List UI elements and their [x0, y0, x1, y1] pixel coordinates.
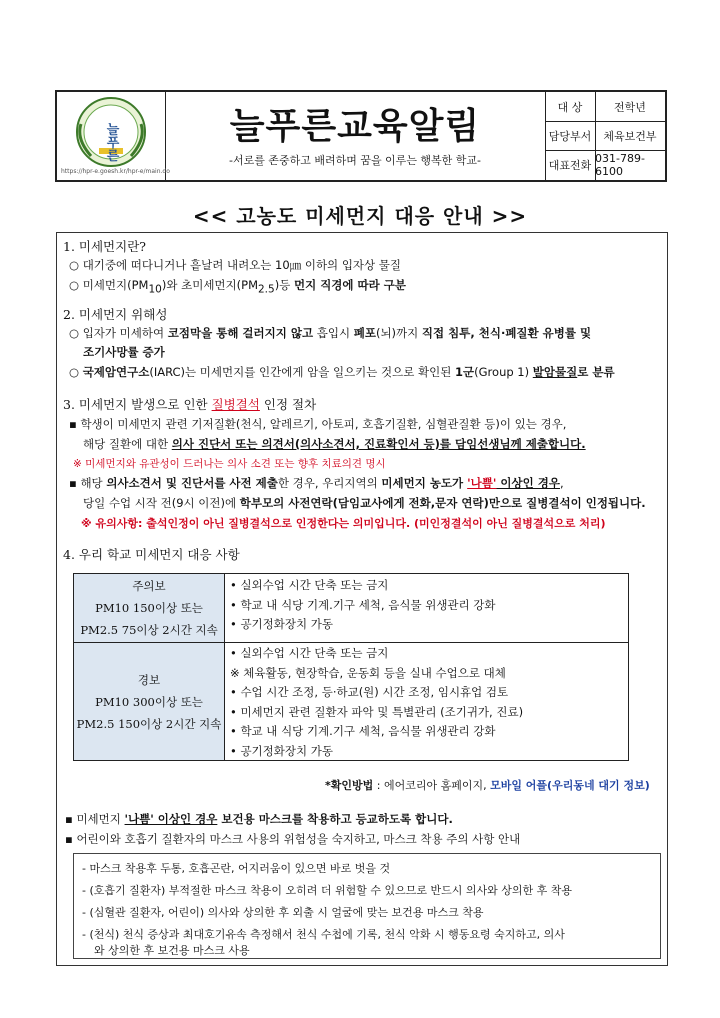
emphasis: 이상인 경우: [496, 476, 560, 490]
section-3-note: ※ 미세먼지와 유관성이 드러나는 의사 소견 또는 향후 치료의견 명시: [73, 458, 386, 470]
warning-actions-cell: [224, 644, 628, 760]
section-3-line-5: [83, 495, 646, 511]
action-item: ※ 체육활동, 현장학습, 운동회 등을 실내 수업으로 대체: [230, 665, 506, 680]
caution-item: - 마스크 착용후 두통, 호흡곤란, 어지러움이 있으면 바로 벗을 것: [82, 862, 391, 875]
section-3-heading: [63, 395, 316, 413]
text: ▪ 해당: [69, 476, 107, 490]
school-logo-cell: [57, 92, 170, 180]
pm25-threshold: PM2.5 75이상 2시간 지속: [80, 623, 218, 637]
info-table: [545, 92, 665, 180]
text: ○ 미세먼지(PM: [69, 278, 149, 292]
caution-item: - (천식) 천식 증상과 최대호기유속 측정해서 천식 수첩에 기록, 천식 악화 시 행동요령 숙지하고, 의사: [82, 928, 565, 941]
text: 흡입시: [313, 326, 354, 340]
action-item: • 수업 시간 조정, 등·하교(원) 시간 조정, 임시휴업 검토: [230, 685, 509, 699]
pm10-threshold: PM10 150이상 또는: [95, 601, 203, 615]
section-3-line-1: ▪ 학생이 미세먼지 관련 기저질환(천식, 알레르기, 아토피, 호흡기질환, 심혈관질환 등)이 있는 경우,: [69, 417, 567, 431]
emphasis: 학부모의 사전연락(담임교사에게 전화,문자 연락)만으로 질병결석이 인정됩니다.: [239, 496, 646, 510]
emphasis: 1군: [455, 365, 475, 379]
subscript: 10: [148, 283, 162, 296]
info-value: 전학년: [614, 100, 646, 114]
advisory-actions-cell: [224, 576, 628, 643]
info-value: 031-789-6100: [595, 152, 645, 178]
response-table: [73, 573, 629, 761]
section-1-heading: 1. 미세먼지란?: [63, 239, 146, 254]
emphasis: 국제암연구소: [82, 365, 150, 379]
info-row-department: [545, 121, 665, 151]
section-4-heading: 4. 우리 학교 미세먼지 대응 사항: [63, 547, 240, 562]
school-slogan: -서로를 존중하고 배려하며 꿈을 이루는 행복한 학교-: [228, 154, 482, 167]
text: : 에어코리아 홈페이지,: [373, 779, 491, 792]
school-logo-icon: [61, 94, 161, 170]
caution-item: - (심혈관 질환자, 어린이) 의사와 상의한 후 외출 시 얼굴에 맞는 보건용 마스크 착용: [82, 906, 484, 919]
info-key: 대표전화: [545, 150, 596, 180]
action-item: • 학교 내 식당 기계.기구 세척, 음식물 위생관리 강화: [230, 724, 496, 738]
emphasis: 의사소견서 및 진단서를 사전 제출: [106, 476, 278, 490]
pm25-threshold: PM2.5 150이상 2시간 지속: [76, 716, 222, 731]
emphasis: '나쁨': [467, 476, 497, 490]
section-2-line-1: [69, 325, 591, 341]
section-2-line-2: 조기사망률 증가: [83, 345, 165, 359]
action-item: • 공기정화장치 가동: [230, 617, 333, 631]
text: )와 초미세먼지(PM: [161, 278, 258, 292]
warning-level-cell: [74, 643, 225, 760]
title-cell: [165, 92, 546, 180]
text: (IARC)는 미세먼지를 인간에게 암을 일으키는 것으로 확인된: [149, 365, 456, 379]
text: ○ 입자가 미세하여: [69, 326, 168, 340]
level-name: 주의보: [132, 579, 166, 593]
emphasis: 직접 침투, 천식·폐질환 유병률 및: [421, 326, 592, 340]
section-2-heading: 2. 미세먼지 위해성: [63, 307, 168, 322]
action-item: • 학교 내 식당 기계.기구 세척, 음식물 위생관리 강화: [230, 597, 496, 612]
svg-text:늘푸른: 늘푸른: [103, 122, 119, 162]
emphasis: 의사 진단서 또는 의견서(의사소견서, 진료확인서 등)를 담임선생님께 제출합니다.: [171, 437, 586, 451]
action-item: • 미세먼지 관련 질환자 파악 및 특별관리 (조기귀가, 진료): [230, 704, 524, 719]
emphasis: 발암물질: [532, 365, 578, 379]
text: ▪ 미세먼지: [65, 812, 125, 826]
text: 해당 질환에 대한: [83, 437, 172, 451]
text: 인정 절차: [259, 397, 317, 412]
emphasis: '나쁨' 이상인 경우: [124, 812, 218, 826]
emphasis: 폐포: [353, 326, 376, 340]
text: (뇌)까지: [375, 326, 422, 340]
section-1-line-1: ○ 대기중에 떠다니거나 흩날려 내려오는 10㎛ 이하의 입자상 물질: [69, 258, 402, 272]
emphasis: 코점막을 통해 걸러지지 않고: [167, 326, 314, 340]
advisory-level-cell: [74, 574, 225, 643]
section-3-caution: ※ 유의사항: 출석인정이 아닌 질병결석으로 인정한다는 의미입니다. (미인정결석이 아닌 질병결석으로 처리): [81, 517, 606, 530]
caution-item: 와 상의한 후 보건용 마스크 사용: [94, 944, 250, 957]
text: 로 분류: [577, 365, 615, 379]
info-key: 대 상: [545, 92, 596, 121]
info-row-target: [545, 92, 665, 122]
text: 3. 미세먼지 발생으로 인한: [63, 397, 212, 412]
info-key: 담당부서: [545, 121, 596, 150]
mask-notice-2: ▪ 어린이와 호흡기 질환자의 마스크 사용의 위험성을 숙지하고, 마스크 착용 주의 사항 안내: [65, 832, 521, 846]
label: *확인방법: [325, 779, 374, 792]
caution-item: - (호흡기 질환자) 부적절한 마스크 착용이 오히려 더 위험할 수 있으므로 반드시 의사와 상의한 후 착용: [82, 884, 573, 897]
level-name: 경보: [137, 672, 161, 687]
action-item: • 실외수업 시간 단축 또는 금지: [230, 646, 389, 660]
emphasis: 먼지 직경에 따라 구분: [293, 278, 406, 292]
subscript: 2.5: [258, 283, 275, 296]
section-1-line-2: [69, 277, 406, 295]
mask-notice-1: [65, 811, 453, 827]
pm10-threshold: PM10 300이상 또는: [95, 694, 203, 709]
document-title: << 고농도 미세먼지 대응 안내 >>: [192, 204, 528, 228]
text: 한 경우, 우리지역의: [277, 476, 382, 490]
emphasis: 질병결석: [211, 397, 260, 412]
info-row-phone: [545, 150, 665, 180]
text: 당일 수업 시작 전(9시 이전)에: [83, 496, 240, 510]
newsletter-title: 늘푸른교육알림: [229, 106, 481, 147]
mask-caution-box: [73, 853, 661, 959]
text: )등: [274, 278, 294, 292]
action-item: • 공기정화장치 가동: [230, 743, 333, 758]
info-value: 체육보건부: [603, 129, 657, 143]
newsletter-header: [55, 90, 667, 182]
confirm-method: [325, 777, 650, 793]
action-item: • 실외수업 시간 단축 또는 금지: [230, 578, 389, 592]
section-3-line-4: [69, 475, 564, 491]
section-3-line-2: [83, 436, 586, 452]
section-2-line-3: [69, 364, 615, 380]
text: ○: [69, 365, 83, 379]
emphasis: 보건용 마스크를 착용하고 등교하도록 합니다.: [217, 812, 453, 826]
main-content-box: [56, 232, 668, 966]
emphasis: 미세먼지 농도가: [381, 476, 468, 490]
text: ,: [559, 476, 564, 490]
app-link[interactable]: 모바일 어플(우리동네 대기 정보): [490, 779, 650, 792]
text: (Group 1): [474, 365, 533, 379]
logo-url: https://hpr-e.goesh.kr/hpr-e/main.do: [61, 168, 170, 175]
